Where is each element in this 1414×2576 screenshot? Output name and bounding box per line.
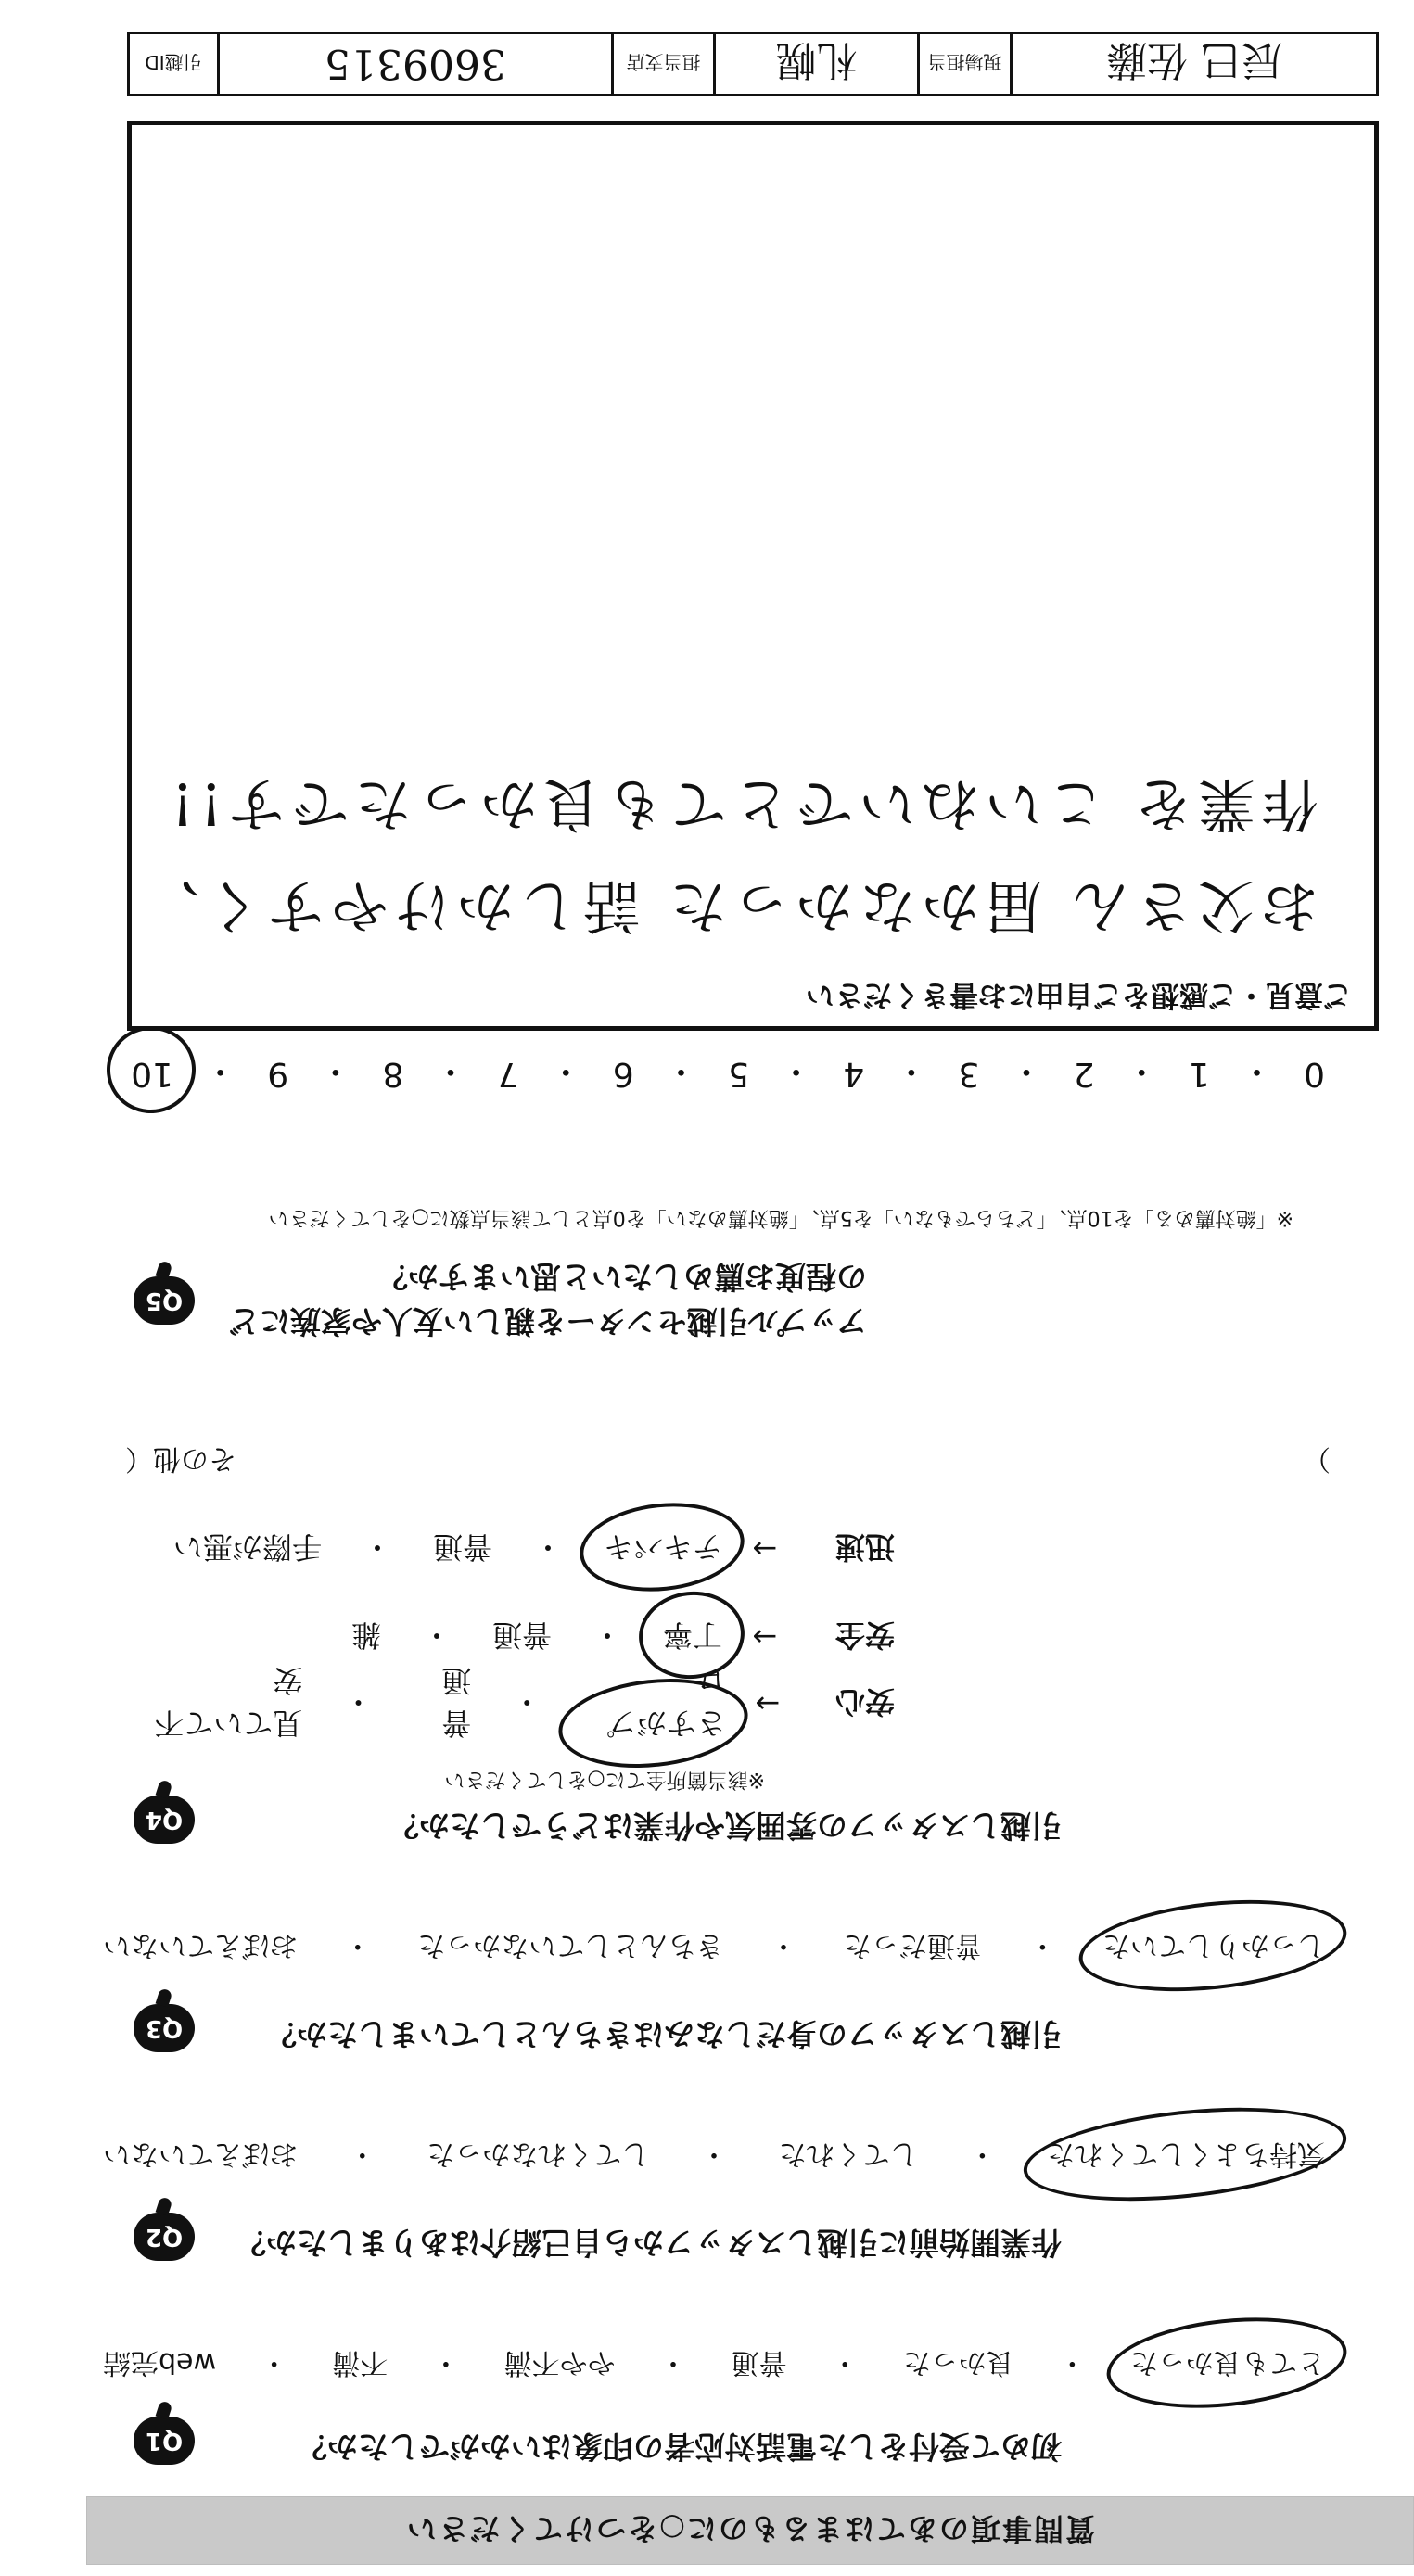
q1-option-5[interactable]: 不満 (332, 2346, 389, 2379)
q4-jinsoku-option-3[interactable]: 手際が悪い (172, 1529, 322, 1565)
scale-0[interactable]: 0 (1304, 1055, 1325, 1093)
q5-text: アップル引越センターを親しい友人や家族にどの程度お薦めしたいと思いますか？ (228, 1259, 867, 1339)
separator: ・ (318, 1052, 352, 1090)
scale-9[interactable]: 9 (267, 1055, 289, 1093)
q2-badge: Q2 (134, 2213, 195, 2261)
id-value: 3609315 (325, 40, 506, 88)
separator: ・ (421, 1618, 452, 1653)
separator: ・ (779, 1052, 813, 1090)
separator: ・ (1058, 2346, 1087, 2379)
separator: ・ (1125, 1052, 1159, 1090)
q4-row-jinsoku (125, 1528, 895, 1570)
handwritten-line-1: お父さん 届かなかった 話しかけやすく、 (136, 872, 1318, 940)
separator: ・ (343, 1684, 374, 1719)
separator: ・ (1028, 1929, 1057, 1961)
scale-4[interactable]: 4 (843, 1055, 865, 1093)
q4-row-label: 安全 (834, 1618, 895, 1653)
q2-option-1[interactable]: 気持ちよくしてくれた (1041, 2137, 1331, 2177)
q4-note: ※該当箇所全てに○をしてください (444, 1768, 765, 1791)
q4-anshin-option-1[interactable]: さすがプロ (577, 1661, 732, 1746)
q4-other-label[interactable]: その他（ (125, 1442, 236, 1475)
branch-value: 札幌 (775, 36, 858, 83)
separator: ・ (549, 1052, 583, 1090)
leader-value: 辰巳 佐藤 (1106, 36, 1282, 83)
q3-options (97, 1928, 1331, 1969)
q1-option-2[interactable]: 良かった (902, 2346, 1014, 2379)
q1-option-4[interactable]: やや不満 (503, 2346, 616, 2379)
staff-info-table (127, 32, 1379, 96)
branch-label: 担当支店 (626, 51, 701, 74)
separator: ・ (831, 2346, 860, 2379)
scale-5[interactable]: 5 (728, 1055, 749, 1093)
q5-scale (125, 1050, 1331, 1098)
q4-jinsoku-option-2[interactable]: 普通 (432, 1529, 492, 1565)
id-label: 引越ID (145, 51, 202, 74)
q4-row-label: 安心 (834, 1684, 895, 1719)
separator: ・ (260, 2346, 288, 2379)
q5-note: ※「絶対薦める」を10点、「どちらでもない」を5点、「絶対薦めない」を0点として該当点数に○をしてください (268, 1206, 1293, 1229)
id-label-cell (130, 34, 217, 94)
leader-label-cell (917, 34, 1010, 94)
q3-option-2[interactable]: 普通だった (843, 1929, 983, 1961)
separator: ・ (770, 1929, 798, 1961)
q3-option-3[interactable]: きちんとしていなかった (417, 1929, 724, 1961)
arrow-right-icon: → (755, 1686, 781, 1721)
q1-text: 初めて受付をした電話対応者の印象はいかがでしたか？ (297, 2429, 1062, 2465)
question-4 (0, 1408, 1414, 1853)
separator: ・ (592, 1618, 622, 1653)
q4-other-close: ） (1303, 1442, 1331, 1475)
instruction-banner (86, 2496, 1414, 2565)
q4-row-label: 迅速 (834, 1529, 895, 1565)
scale-1[interactable]: 1 (1188, 1055, 1210, 1093)
separator: ・ (362, 1529, 392, 1565)
q1-option-1[interactable]: とても良かった (1125, 2345, 1331, 2386)
q4-anzen-option-2[interactable]: 普通 (491, 1618, 552, 1653)
scale-2[interactable]: 2 (1073, 1055, 1095, 1093)
q4-anzen-option-3[interactable]: 雑 (350, 1618, 381, 1653)
instruction-text: 質問事項のあてはまるものに○をつけてください (405, 2511, 1095, 2546)
arrow-right-icon: → (752, 1531, 778, 1567)
id-value-cell (217, 34, 611, 94)
q4-anshin-option-2[interactable]: 普通 (441, 1663, 472, 1741)
scale-10[interactable]: 10 (125, 1055, 179, 1093)
q3-badge: Q3 (134, 2004, 195, 2052)
q4-text: 引越しスタッフの雰囲気や作業はどうでしたか？ (389, 1808, 1062, 1844)
question-5 (0, 1121, 1414, 1343)
separator: ・ (664, 1052, 698, 1090)
q2-text: 作業開始前に引越しスタッフから自己紹介はありましたか？ (236, 2225, 1062, 2261)
separator: ・ (348, 2138, 376, 2170)
separator: ・ (343, 1929, 372, 1961)
branch-label-cell (611, 34, 713, 94)
question-3 (0, 1876, 1414, 2062)
separator: ・ (700, 2138, 729, 2170)
scale-7[interactable]: 7 (497, 1055, 519, 1093)
separator: ・ (894, 1052, 928, 1090)
leader-label: 現場担当 (927, 51, 1002, 74)
q3-text: 引越しスタッフの身だしなみはきちんとしていましたか？ (266, 2016, 1062, 2052)
separator: ・ (434, 1052, 468, 1090)
separator: ・ (512, 1684, 542, 1719)
question-2 (0, 2075, 1414, 2270)
q2-options (97, 2137, 1331, 2177)
q3-option-4[interactable]: おぼえていない (103, 1929, 299, 1961)
q4-row-anshin (125, 1661, 895, 1746)
q1-option-3[interactable]: 普通 (731, 2346, 787, 2379)
separator: ・ (203, 1052, 237, 1090)
q5-badge: Q5 (134, 1276, 195, 1325)
q2-option-4[interactable]: おぼえていない (103, 2138, 299, 2170)
q4-other-row (125, 1441, 1331, 1482)
q1-options (97, 2345, 1331, 2386)
branch-value-cell (713, 34, 917, 94)
q2-option-2[interactable]: してくれた (778, 2138, 918, 2170)
separator: ・ (532, 1529, 563, 1565)
scale-3[interactable]: 3 (958, 1055, 980, 1093)
comments-label: ご意見・ご感想をご自由にお書きください (806, 978, 1352, 1011)
q3-option-1[interactable]: しっかりしていた (1097, 1928, 1331, 1969)
scale-8[interactable]: 8 (382, 1055, 404, 1093)
arrow-right-icon: → (752, 1619, 778, 1655)
q1-option-6[interactable]: web完結 (103, 2346, 217, 2379)
separator: ・ (659, 2346, 688, 2379)
leader-value-cell (1010, 34, 1376, 94)
q4-row-anzen (125, 1616, 895, 1658)
q4-anshin-option-3[interactable]: 見ていて不安 (154, 1663, 303, 1741)
comments-box[interactable] (127, 121, 1379, 1031)
question-1 (0, 2261, 1414, 2474)
q4-jinsoku-option-1[interactable]: テキパキ (598, 1528, 728, 1570)
separator: ・ (431, 2346, 460, 2379)
q4-anzen-option-1[interactable]: 丁寧 (657, 1616, 728, 1658)
q4-badge: Q4 (134, 1796, 195, 1844)
q2-option-3[interactable]: してくれなかった (427, 2138, 650, 2170)
separator: ・ (968, 2138, 997, 2170)
scale-6[interactable]: 6 (612, 1055, 634, 1093)
separator: ・ (1010, 1052, 1044, 1090)
separator: ・ (1240, 1052, 1274, 1090)
handwritten-line-2: 作業を こいねいでとても良かったです!! (165, 770, 1318, 838)
q1-badge: Q1 (134, 2417, 195, 2465)
